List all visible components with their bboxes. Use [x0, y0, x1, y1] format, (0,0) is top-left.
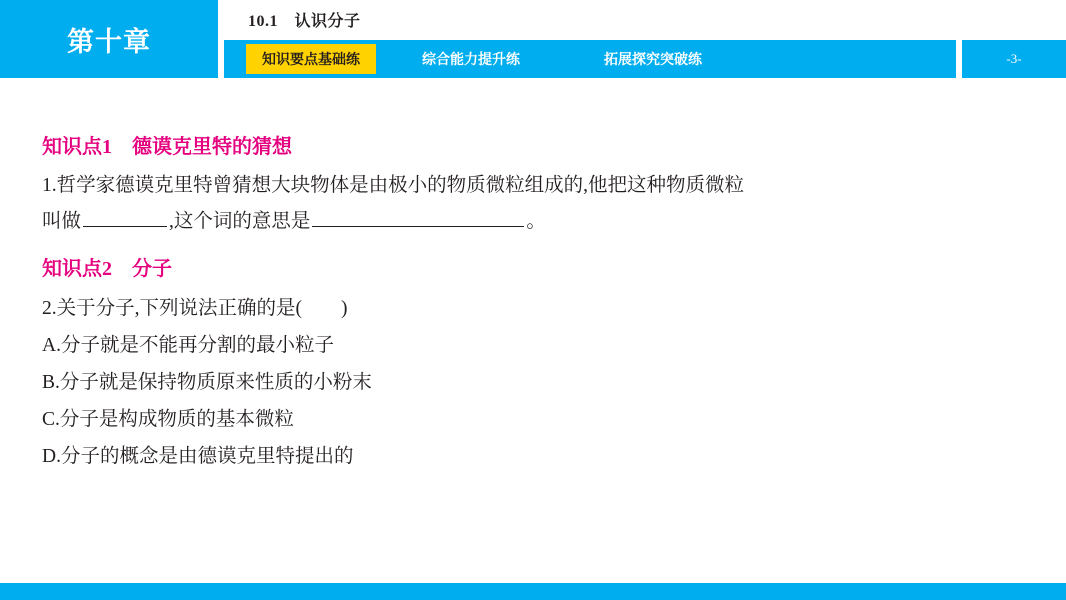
- question-2-stem: 2.关于分子,下列说法正确的是( ): [42, 298, 348, 319]
- question-1-text: [42, 168, 1032, 240]
- tab-comprehensive-practice[interactable]: 综合能力提升练: [422, 51, 520, 67]
- chapter-badge: [0, 0, 218, 78]
- knowledge-point-2-heading: 知识点2 分子: [42, 258, 172, 280]
- question-1-line2-part-a: 叫做: [42, 211, 82, 232]
- answer-blank-long[interactable]: [312, 208, 524, 227]
- page-number-box: [962, 40, 1066, 78]
- question-1-line2-part-b: ,这个词的意思是: [169, 211, 311, 232]
- document-content: [42, 132, 1032, 475]
- question-2-option-a[interactable]: A.分子就是不能再分割的最小粒子: [42, 335, 334, 356]
- question-2-option-c[interactable]: C.分子是构成物质的基本微粒: [42, 409, 294, 430]
- page-number: -3-: [1006, 51, 1022, 66]
- tab-bar: [228, 40, 718, 78]
- answer-blank-short[interactable]: [83, 208, 167, 227]
- question-1-line1: 1.哲学家德谟克里特曾猜想大块物体是由极小的物质微粒组成的,他把这种物质微粒: [42, 175, 745, 196]
- page-header: [0, 0, 1066, 78]
- tab-basic-practice[interactable]: 知识要点基础练: [246, 44, 376, 74]
- tab-extension-practice[interactable]: 拓展探究突破练: [604, 51, 702, 67]
- question-1-line2-part-c: 。: [526, 211, 546, 232]
- footer-bar: [0, 583, 1066, 600]
- question-2-option-b[interactable]: B.分子就是保持物质原来性质的小粉末: [42, 372, 372, 393]
- question-2-option-d[interactable]: D.分子的概念是由德谟克里特提出的: [42, 446, 354, 467]
- knowledge-point-1-heading: 知识点1 德谟克里特的猜想: [42, 136, 292, 158]
- section-title: 10.1 认识分子: [248, 13, 361, 30]
- chapter-badge-label: 第十章: [67, 26, 151, 57]
